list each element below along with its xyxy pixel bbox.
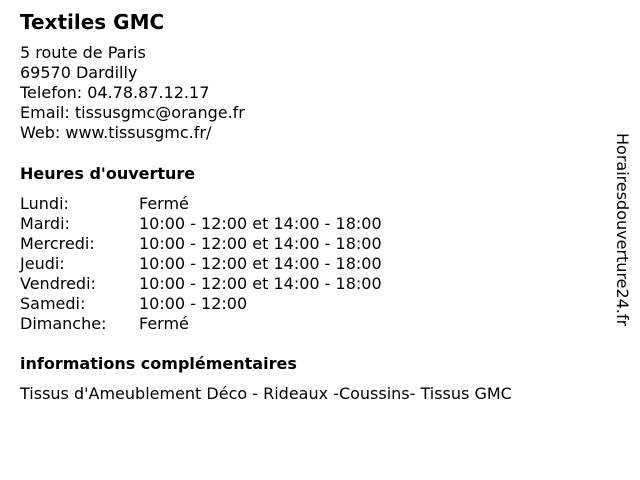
day-hours: 10:00 - 12:00 et 14:00 - 18:00 <box>139 274 382 293</box>
address-city: 69570 Dardilly <box>20 63 138 82</box>
hours-heading: Heures d'ouverture <box>20 164 196 183</box>
day-hours: 10:00 - 12:00 et 14:00 - 18:00 <box>139 254 382 273</box>
side-watermark-text: Horairesdouverture24.fr <box>613 133 632 327</box>
day-label: Vendredi: <box>20 274 96 293</box>
business-contact <box>20 43 245 143</box>
day-label: Mardi: <box>20 214 70 233</box>
web-line: Web: www.tissusgmc.fr/ <box>20 123 212 142</box>
day-hours: Fermé <box>139 194 189 213</box>
email-line: Email: tissusgmc@orange.fr <box>20 103 245 122</box>
day-hours: Fermé <box>139 314 189 333</box>
info-description: Tissus d'Ameublement Déco - Rideaux -Coussins- Tissus GMC <box>20 384 512 403</box>
address-street: 5 route de Paris <box>20 43 146 62</box>
day-label: Jeudi: <box>20 254 65 273</box>
day-label: Samedi: <box>20 294 86 313</box>
day-label: Lundi: <box>20 194 69 213</box>
day-hours: 10:00 - 12:00 <box>139 294 248 313</box>
info-heading: informations complémentaires <box>20 354 297 373</box>
day-label: Dimanche: <box>20 314 107 333</box>
phone-line: Telefon: 04.78.87.12.17 <box>20 83 210 102</box>
business-name: Textiles GMC <box>20 10 165 34</box>
side-watermark <box>612 133 632 343</box>
day-label: Mercredi: <box>20 234 95 253</box>
day-hours: 10:00 - 12:00 et 14:00 - 18:00 <box>139 234 382 253</box>
day-hours: 10:00 - 12:00 et 14:00 - 18:00 <box>139 214 382 233</box>
